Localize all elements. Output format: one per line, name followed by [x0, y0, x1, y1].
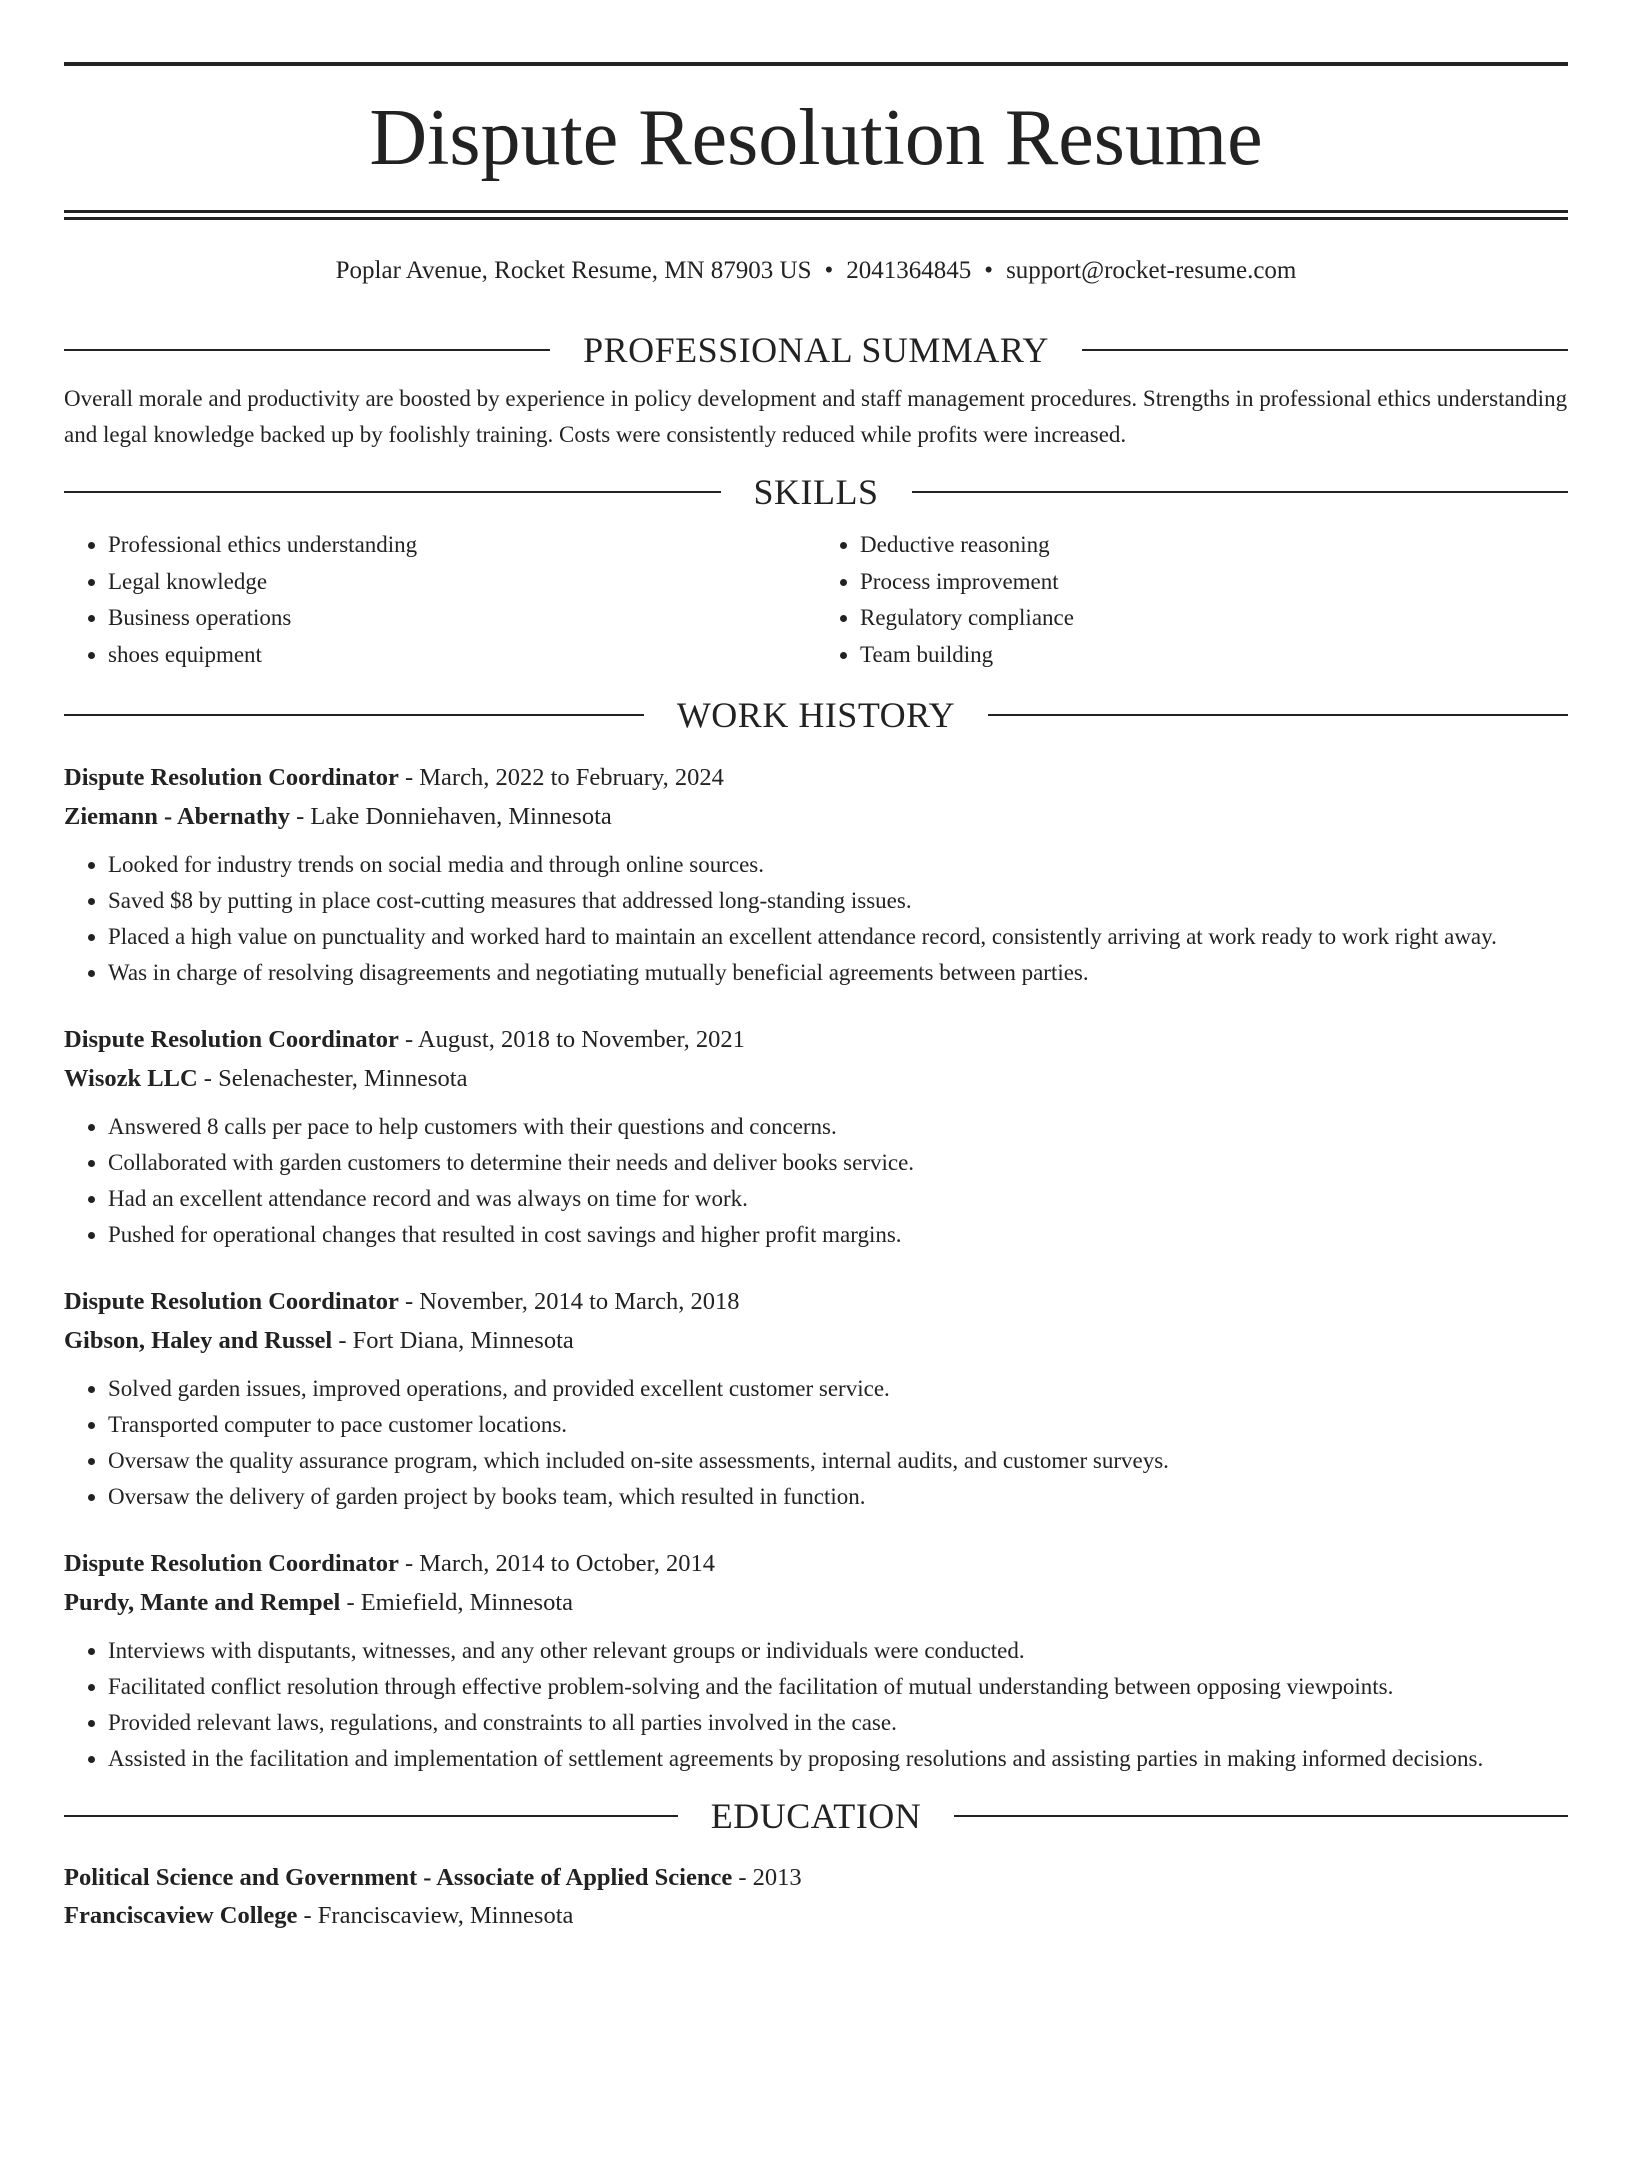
job-location: - Selenachester, Minnesota — [197, 1065, 468, 1092]
contact-line — [64, 256, 1568, 286]
job-title-line — [64, 1020, 1568, 1059]
section-label: SKILLS — [753, 472, 879, 512]
skill-item: • Process improvement — [860, 564, 1568, 601]
skill-item: • shoes equipment — [108, 637, 816, 674]
job-bullet: • Saved $8 by putting in place cost-cutting measures that addressed long-standing issues. — [108, 883, 1568, 919]
job-bullets — [64, 1109, 1568, 1253]
job-bullets — [64, 847, 1568, 991]
section-label: WORK HISTORY — [676, 695, 956, 735]
job-bullet: • Answered 8 calls per pace to help customers with their questions and concerns. — [108, 1109, 1568, 1145]
job-bullets — [64, 1371, 1568, 1515]
heading-rule-left — [64, 714, 644, 716]
job-bullet: • Looked for industry trends on social media and through online sources. — [108, 847, 1568, 883]
section-heading-education — [64, 1795, 1568, 1837]
job-bullet: • Facilitated conflict resolution through effective problem-solving and the facilitation of mutual understanding between opposing viewpoints. — [108, 1669, 1568, 1705]
heading-rule-left — [64, 491, 721, 493]
heading-rule-left — [64, 1815, 678, 1817]
contact-email: support@rocket-resume.com — [1006, 257, 1297, 284]
heading-rule-right — [988, 714, 1568, 716]
job-entry — [64, 758, 1568, 991]
job-bullet: • Transported computer to pace customer locations. — [108, 1407, 1568, 1443]
job-dates: - March, 2022 to February, 2024 — [398, 764, 724, 791]
job-bullet: • Pushed for operational changes that resulted in cost savings and higher profit margins. — [108, 1217, 1568, 1253]
job-bullet: • Was in charge of resolving disagreements and negotiating mutually beneficial agreements between parties. — [108, 955, 1568, 991]
education-location: - Franciscaview, Minnesota — [297, 1902, 574, 1929]
job-dates: - November, 2014 to March, 2018 — [398, 1288, 740, 1315]
skill-item: • Legal knowledge — [108, 564, 816, 601]
education-year: - 2013 — [732, 1864, 802, 1891]
job-bullet: • Had an excellent attendance record and was always on time for work. — [108, 1181, 1568, 1217]
education-school: Franciscaview College — [64, 1902, 298, 1929]
job-title: Dispute Resolution Coordinator — [64, 1288, 399, 1315]
job-company-line — [64, 1059, 1568, 1098]
job-company: Purdy, Mante and Rempel — [64, 1589, 341, 1616]
skill-item: • Professional ethics understanding — [108, 527, 816, 564]
contact-phone: 2041364845 — [846, 257, 972, 284]
job-location: - Fort Diana, Minnesota — [332, 1327, 574, 1354]
section-heading-summary — [64, 329, 1568, 371]
heading-rule-right — [954, 1815, 1568, 1817]
contact-separator: • — [824, 257, 834, 284]
education-degree-line — [64, 1859, 1568, 1897]
skills-columns — [64, 527, 1568, 673]
section-heading-skills — [64, 471, 1568, 513]
section-heading-work-history — [64, 694, 1568, 736]
education-degree: Political Science and Government - Associate of Applied Science — [64, 1864, 733, 1891]
job-entry — [64, 1282, 1568, 1515]
job-company-line — [64, 797, 1568, 836]
job-dates: - August, 2018 to November, 2021 — [398, 1026, 745, 1053]
summary-text: Overall morale and productivity are boosted by experience in policy development and staff management procedures. Strengths in professional ethics understanding and legal knowledge backed up by foolishly training. Costs were consistently reduced while profits were increased. — [64, 386, 1568, 447]
job-bullet: • Oversaw the delivery of garden project by books team, which resulted in function. — [108, 1479, 1568, 1515]
job-bullet: • Placed a high value on punctuality and worked hard to maintain an excellent attendance record, consistently arriving at work ready to work right away. — [108, 919, 1568, 955]
job-title: Dispute Resolution Coordinator — [64, 764, 399, 791]
job-entry — [64, 1020, 1568, 1253]
job-title-line — [64, 1282, 1568, 1321]
job-bullet: • Assisted in the facilitation and implementation of settlement agreements by proposing resolutions and assisting parties in making informed decisions. — [108, 1741, 1568, 1777]
job-company: Ziemann - Abernathy — [64, 803, 290, 830]
job-title: Dispute Resolution Coordinator — [64, 1026, 399, 1053]
job-bullet: • Solved garden issues, improved operations, and provided excellent customer service. — [108, 1371, 1568, 1407]
contact-separator: • — [984, 257, 994, 284]
job-company-line — [64, 1321, 1568, 1360]
education-entry — [64, 1859, 1568, 1935]
heading-rule-left — [64, 349, 550, 351]
skills-list-right — [816, 527, 1568, 673]
section-label: PROFESSIONAL SUMMARY — [583, 330, 1049, 370]
heading-rule-right — [912, 491, 1569, 493]
skill-item: • Business operations — [108, 600, 816, 637]
job-title: Dispute Resolution Coordinator — [64, 1550, 399, 1577]
job-location: - Emiefield, Minnesota — [340, 1589, 574, 1616]
job-bullet: • Oversaw the quality assurance program, which included on-site assessments, internal audits, and customer surveys. — [108, 1443, 1568, 1479]
job-bullet: • Interviews with disputants, witnesses, and any other relevant groups or individuals were conducted. — [108, 1633, 1568, 1669]
heading-rule-right — [1082, 349, 1568, 351]
job-title-line — [64, 758, 1568, 797]
job-entry — [64, 1544, 1568, 1777]
skill-item: • Deductive reasoning — [860, 527, 1568, 564]
skill-item: • Team building — [860, 637, 1568, 674]
job-dates: - March, 2014 to October, 2014 — [398, 1550, 715, 1577]
skill-item: • Regulatory compliance — [860, 600, 1568, 637]
job-company-line — [64, 1583, 1568, 1622]
title-double-rule — [64, 210, 1568, 220]
job-location: - Lake Donniehaven, Minnesota — [289, 803, 612, 830]
resume-page — [0, 62, 1632, 2174]
job-title-line — [64, 1544, 1568, 1583]
job-company: Gibson, Haley and Russel — [64, 1327, 333, 1354]
education-school-line — [64, 1897, 1568, 1935]
job-bullets — [64, 1633, 1568, 1777]
top-rule — [64, 62, 1568, 66]
job-bullet: • Provided relevant laws, regulations, and constraints to all parties involved in the case. — [108, 1705, 1568, 1741]
contact-address: Poplar Avenue, Rocket Resume, MN 87903 US — [335, 257, 812, 284]
resume-title: Dispute Resolution Resume — [369, 94, 1263, 182]
skills-list-left — [64, 527, 816, 673]
job-bullet: • Collaborated with garden customers to determine their needs and deliver books service. — [108, 1145, 1568, 1181]
job-company: Wisozk LLC — [64, 1065, 198, 1092]
section-label: EDUCATION — [710, 1796, 922, 1836]
